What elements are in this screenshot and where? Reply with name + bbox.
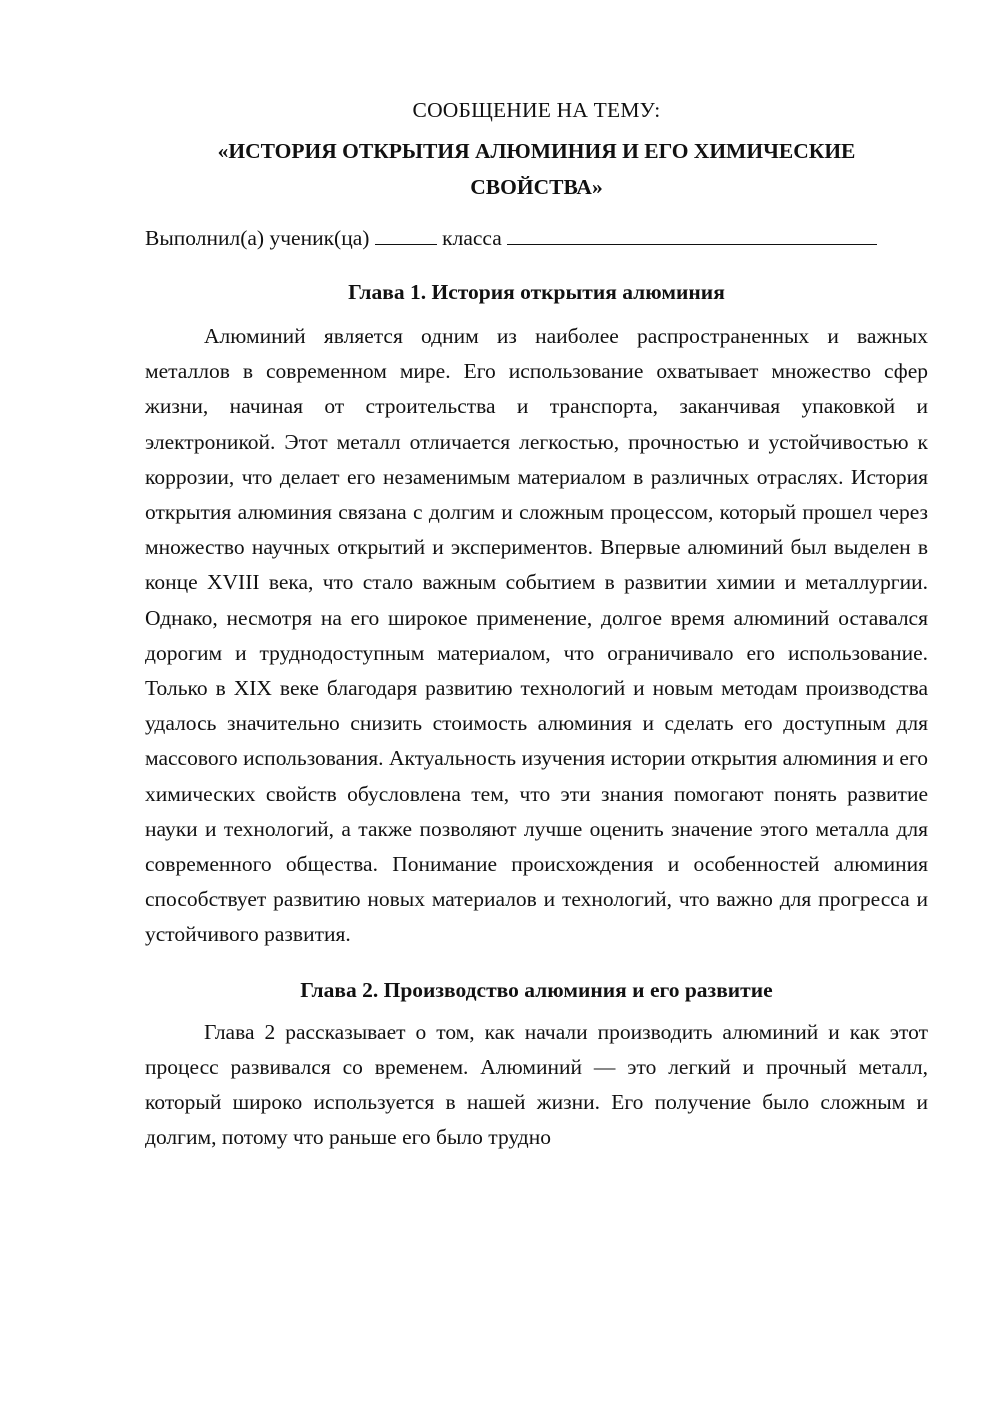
chapter-2-heading: Глава 2. Производство алюминия и его развитие: [300, 977, 773, 1002]
name-blank-field: [507, 226, 877, 245]
chapter-2-paragraph: Глава 2 рассказывает о том, как начали производить алюминий и как этот процесс развивался со временем. Алюминий — это легкий и прочный металл, который широко используется в нашей жизни. Его получение было сложным и долгим, потому что раньше его было трудно: [145, 1019, 928, 1150]
document-title: «ИСТОРИЯ ОТКРЫТИЯ АЛЮМИНИЯ И ЕГО ХИМИЧЕСКИЕ СВОЙСТВА»: [217, 139, 856, 199]
class-label: класса: [442, 226, 502, 250]
chapter-1-heading: Глава 1. История открытия алюминия: [348, 280, 725, 304]
document-type: СООБЩЕНИЕ НА ТЕМУ:: [412, 98, 661, 122]
author-label: Выполнил(а) ученик(ца): [145, 226, 370, 250]
document-page: [145, 95, 928, 1155]
grade-blank-field: [375, 226, 437, 245]
chapter-1-paragraph: Алюминий является одним из наиболее распространенных и важных металлов в современном мире. Его использование охватывает множество сфер жизни, начиная от строительства и транспорта, заканчивая упаковкой и электроникой. Этот металл отличается легкостью, прочностью и устойчивостью к коррозии, что делает его незаменимым материалом в различных отраслях. История открытия алюминия связана с долгим и сложным процессом, который прошел через множество научных открытий и экспериментов. Впервые алюминий был выделен в конце XVIII века, что стало важным событием в развитии химии и металлургии. Однако, несмотря на его широкое применение, долгое время алюминий оставался дорогим и труднодоступным материалом, что ограничивало его использование. Только в XIX веке благодаря развитию технологий и новым методам производства удалось значительно снизить стоимость алюминия и сделать его доступным для массового использования. Актуальность изучения истории открытия алюминия и его химических свойств обусловлена тем, что эти знания помогают понять развитие науки и технологий, а также позволяют лучше оценить значение этого металла для современного общества. Понимание происхождения и особенностей алюминия способствует развитию новых материалов и технологий, что важно для прогресса и устойчивого развития.: [145, 324, 928, 947]
author-line: [145, 223, 928, 253]
